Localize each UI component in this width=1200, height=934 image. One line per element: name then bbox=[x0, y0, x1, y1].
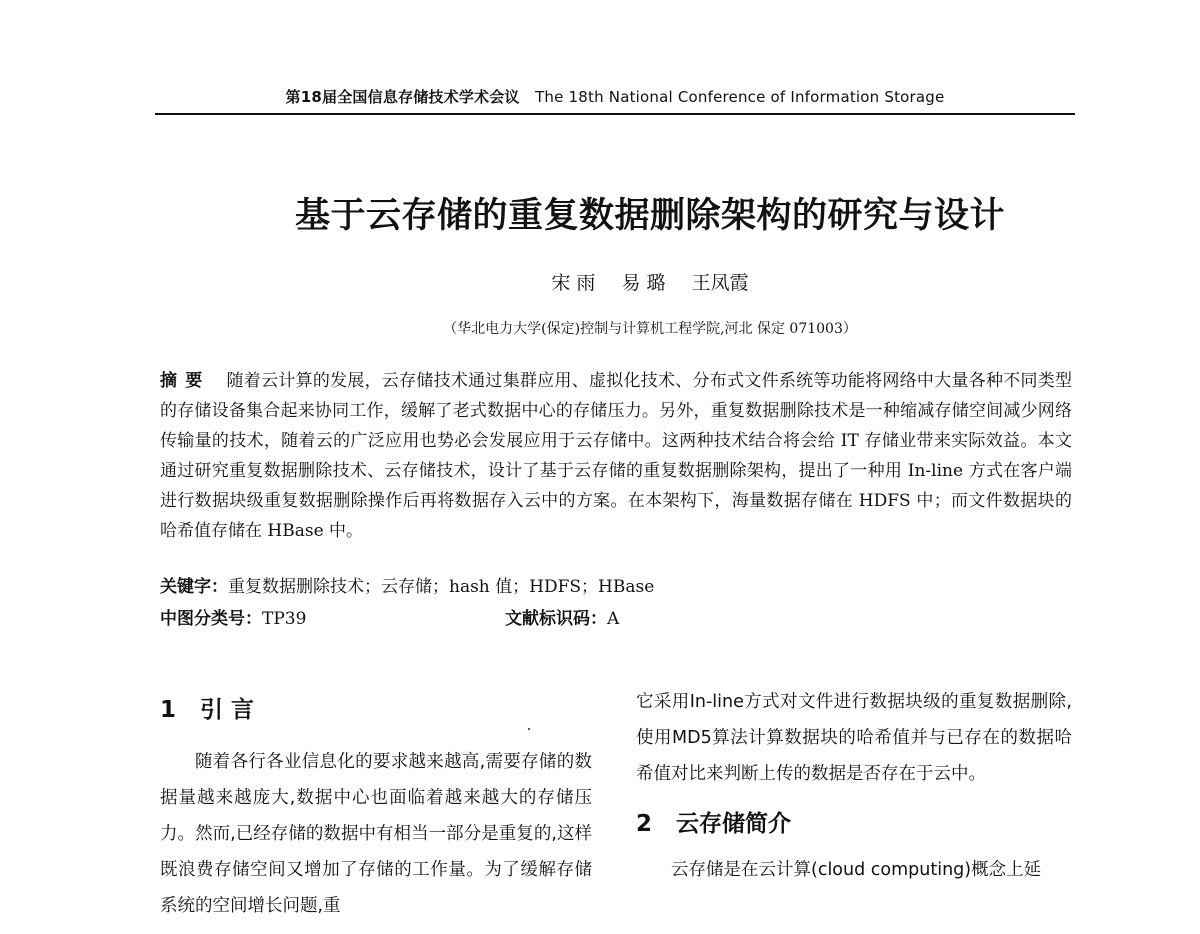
keywords-label: 关键字： bbox=[160, 577, 228, 597]
author: 宋 雨 bbox=[551, 272, 596, 294]
doc-code-label: 文献标识码： bbox=[505, 609, 607, 629]
running-header bbox=[155, 86, 1075, 107]
keywords bbox=[160, 572, 1072, 597]
section-title: 引 言 bbox=[200, 697, 255, 723]
abstract bbox=[160, 366, 1072, 546]
author: 王凤霞 bbox=[691, 272, 749, 294]
document-code bbox=[505, 604, 619, 629]
body-paragraph: 随着各行各业信息化的要求越来越高,需要存储的数据量越来越庞大,数据中心也面临着越来越大的存储压力。然而,已经存储的数据中有相当一部分是重复的,这样既浪费存储空间又增加了存储的工作量。为了缓解存储系统的空间增长问题,重 bbox=[160, 752, 592, 916]
section-number: 2 bbox=[636, 811, 653, 837]
section-number: 1 bbox=[160, 697, 177, 723]
body-paragraph: 云存储是在云计算(cloud computing)概念上延 bbox=[671, 860, 1042, 880]
clc-number bbox=[160, 604, 306, 629]
section-heading bbox=[636, 804, 1072, 844]
section-heading bbox=[160, 690, 592, 730]
right-column bbox=[636, 684, 1072, 888]
affiliation: （华北电力大学(保定)控制与计算机工程学院,河北 保定 071003） bbox=[443, 321, 857, 337]
author-list bbox=[155, 268, 1145, 295]
header-en: The 18th National Conference of Information Storage bbox=[535, 88, 945, 106]
clc-label: 中图分类号： bbox=[160, 609, 262, 629]
header-cn: 第18届全国信息存储技术学术会议 bbox=[285, 88, 520, 106]
left-column bbox=[160, 690, 592, 924]
abstract-text: 随着云计算的发展，云存储技术通过集群应用、虚拟化技术、分布式文件系统等功能将网络中大量各种不同类型的存储设备集合起来协同工作，缓解了老式数据中心的存储压力。另外，重复数据删除技术是一种缩减存储空间减少网络传输量的技术，随着云的广泛应用也势必会发展应用于云存储中。这两种技术结合将会给 IT 存储业带来实际效益。本文通过研究重复数据删除技术、云存储技术，设计了基于云存储的重复数据删除架构，提出了一种用 In-line 方式在客户端进行数据块级重复数据删除操作后再将数据存入云中的方案。在本架构下，海量数据存储在 HDFS 中；而文件数据块的哈希值存储在 HBase 中。 bbox=[160, 371, 1073, 541]
body-paragraph: 它采用In-line方式对文件进行数据块级的重复数据删除,使用MD5算法计算数据块的哈希值并与已存在的数据哈希值对比来判断上传的数据是否存在于云中。 bbox=[636, 692, 1072, 784]
scan-speck bbox=[528, 728, 530, 730]
section-title: 云存储简介 bbox=[676, 811, 791, 837]
clc-value: TP39 bbox=[262, 609, 307, 629]
paper-title: 基于云存储的重复数据删除架构的研究与设计 bbox=[294, 196, 1005, 236]
header-rule bbox=[155, 113, 1075, 115]
keywords-text: 重复数据删除技术；云存储；hash 值；HDFS；HBase bbox=[228, 577, 655, 597]
author: 易 璐 bbox=[621, 272, 666, 294]
abstract-label: 摘要 bbox=[160, 371, 211, 391]
doc-code-value: A bbox=[607, 609, 620, 629]
